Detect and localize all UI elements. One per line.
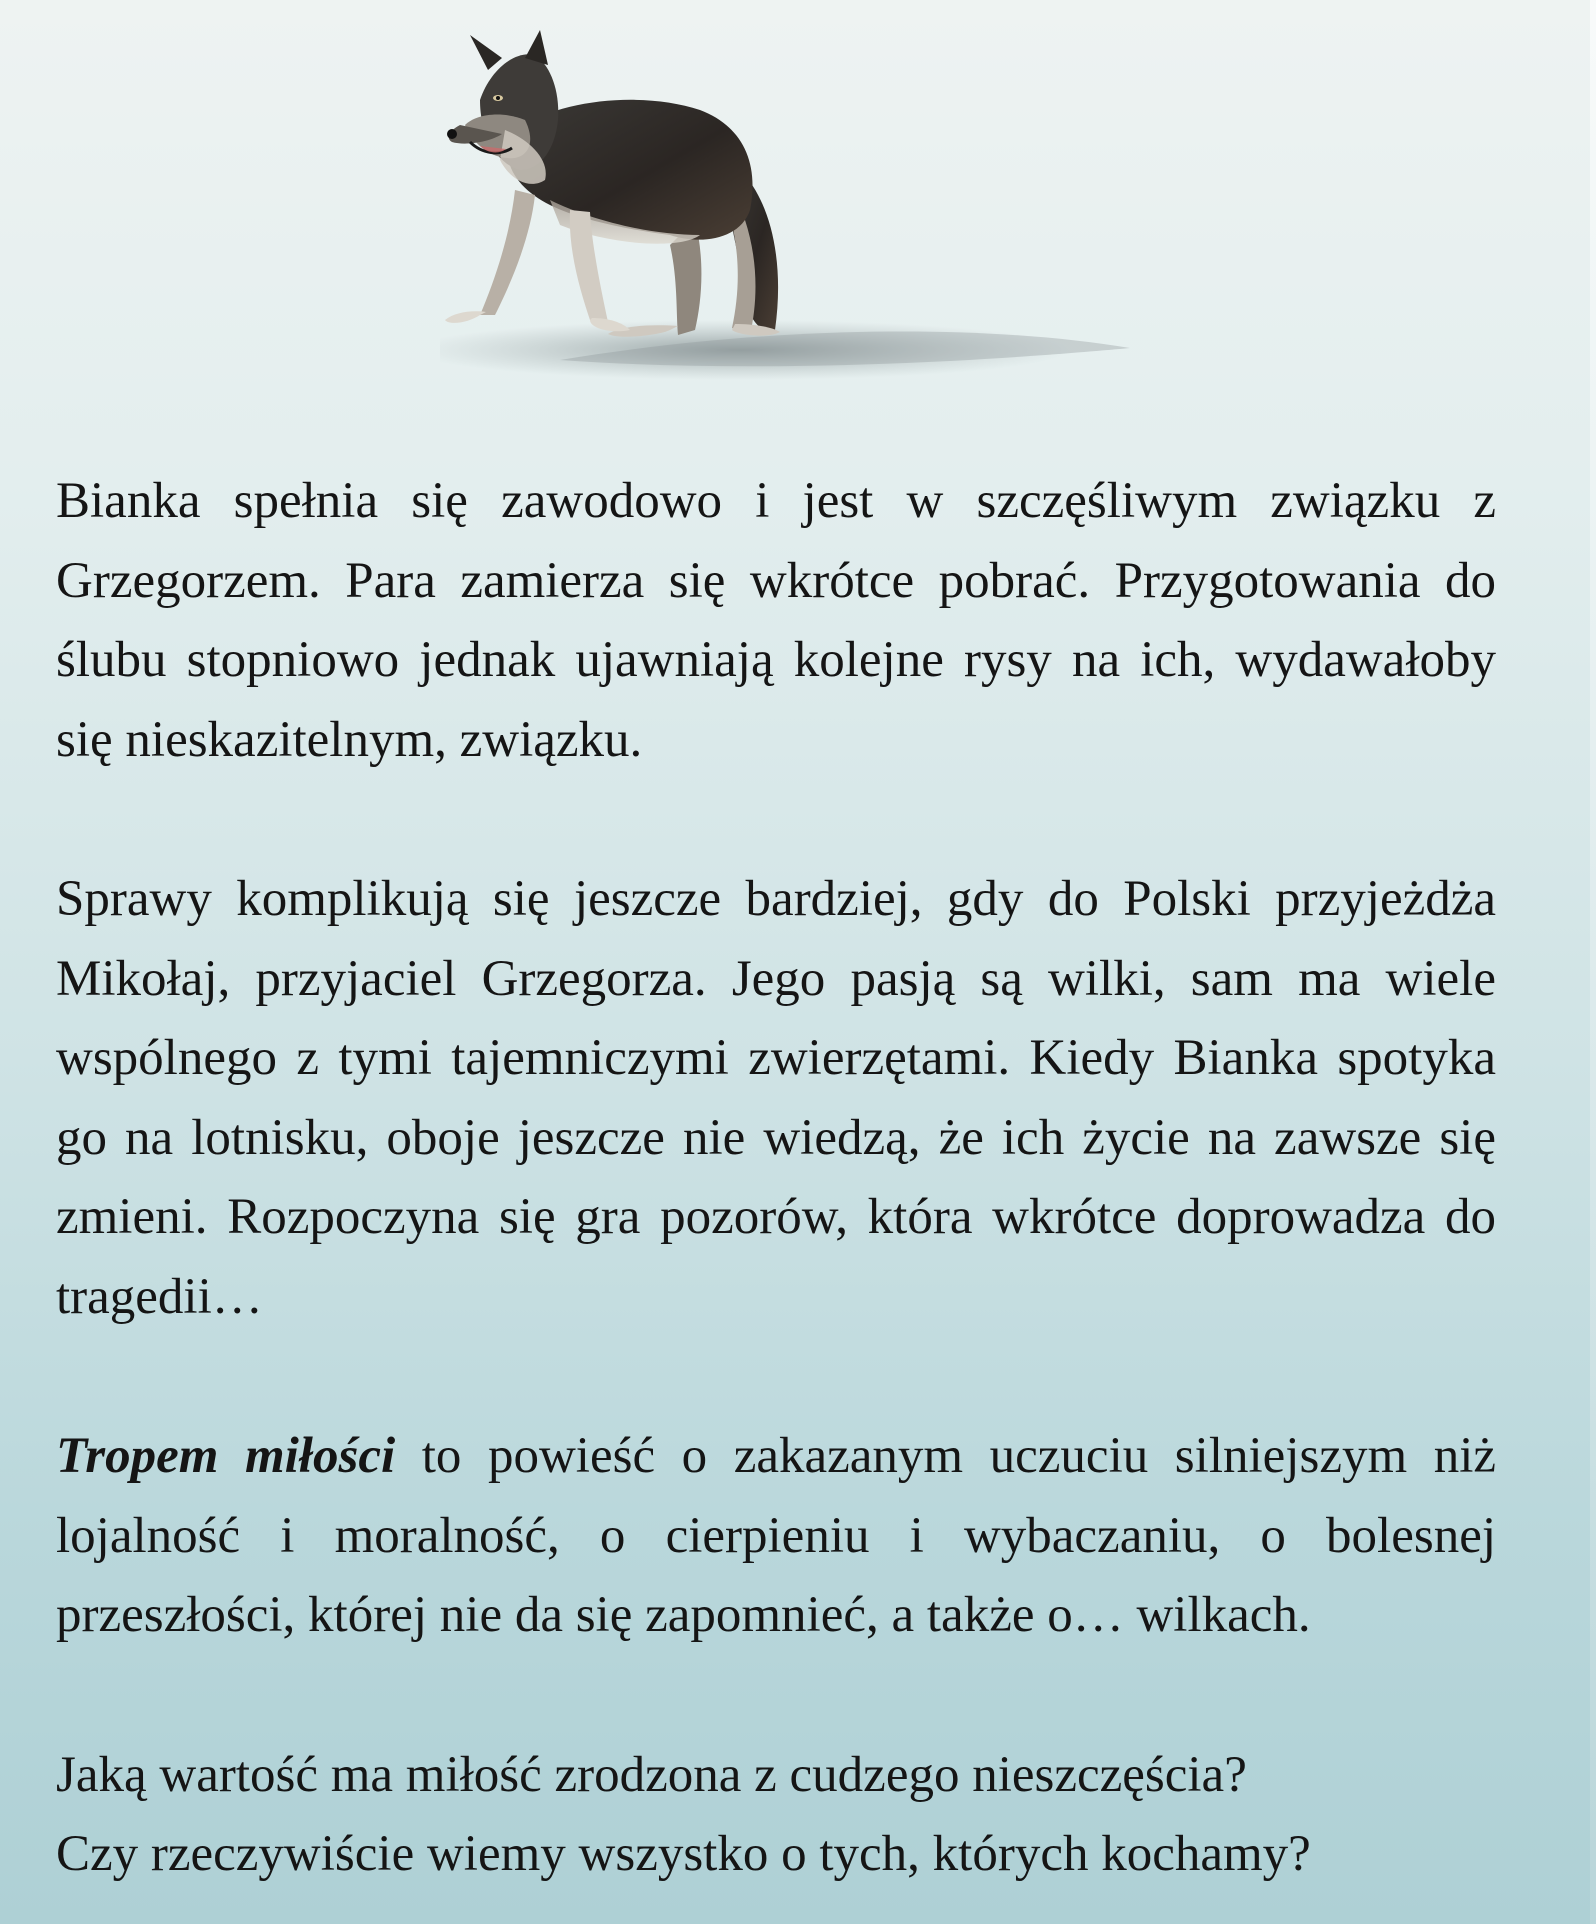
wolf-illustration	[440, 30, 1360, 400]
blurb-paragraph-2: Sprawy komplikują się jeszcze bardziej, gdy do Polski przyjeżdża Mikołaj, przyjaciel Grzegorza. Jego pasją są wilki, sam ma wiele wspólnego z tymi tajemniczymi zwierzętami. Kiedy Bianka spotyka go na lotnisku, oboje jeszcze nie wiedzą, że ich życie na zawsze się zmieni. Rozpoczyna się gra pozorów, która wkrótce doprowadza do tragedii…	[56, 871, 1496, 1325]
closing-question-1: Jaką wartość ma miłość zrodzona z cudzego nieszczęścia?	[56, 1746, 1247, 1803]
blurb-paragraph-3-text: to powieść o zakazanym uczuciu silniejszym niż lojalność i moralność, o cierpieniu i wybaczaniu, o bolesnej przeszłości, której nie da się zapomnieć, a także o… wilkach.	[56, 1428, 1496, 1643]
wolf-icon	[440, 30, 1360, 400]
blurb-paragraph-1: Bianka spełnia się zawodowo i jest w szczęśliwym związku z Grzegorzem. Para zamierza się wkrótce pobrać. Przygotowania do ślubu stopniowo jednak ujawniają kolejne rysy na ich, wydawałoby się nieskazitelnym, związku.	[56, 473, 1496, 768]
blurb-paragraph-4	[56, 1736, 1496, 1895]
book-title: Tropem miłości	[56, 1428, 396, 1484]
page-edge	[1590, 0, 1596, 1924]
blurb-paragraph-3	[56, 1417, 1496, 1656]
closing-question-2: Czy rzeczywiście wiemy wszystko o tych, których kochamy?	[56, 1826, 1311, 1882]
blurb-text	[56, 462, 1496, 1895]
